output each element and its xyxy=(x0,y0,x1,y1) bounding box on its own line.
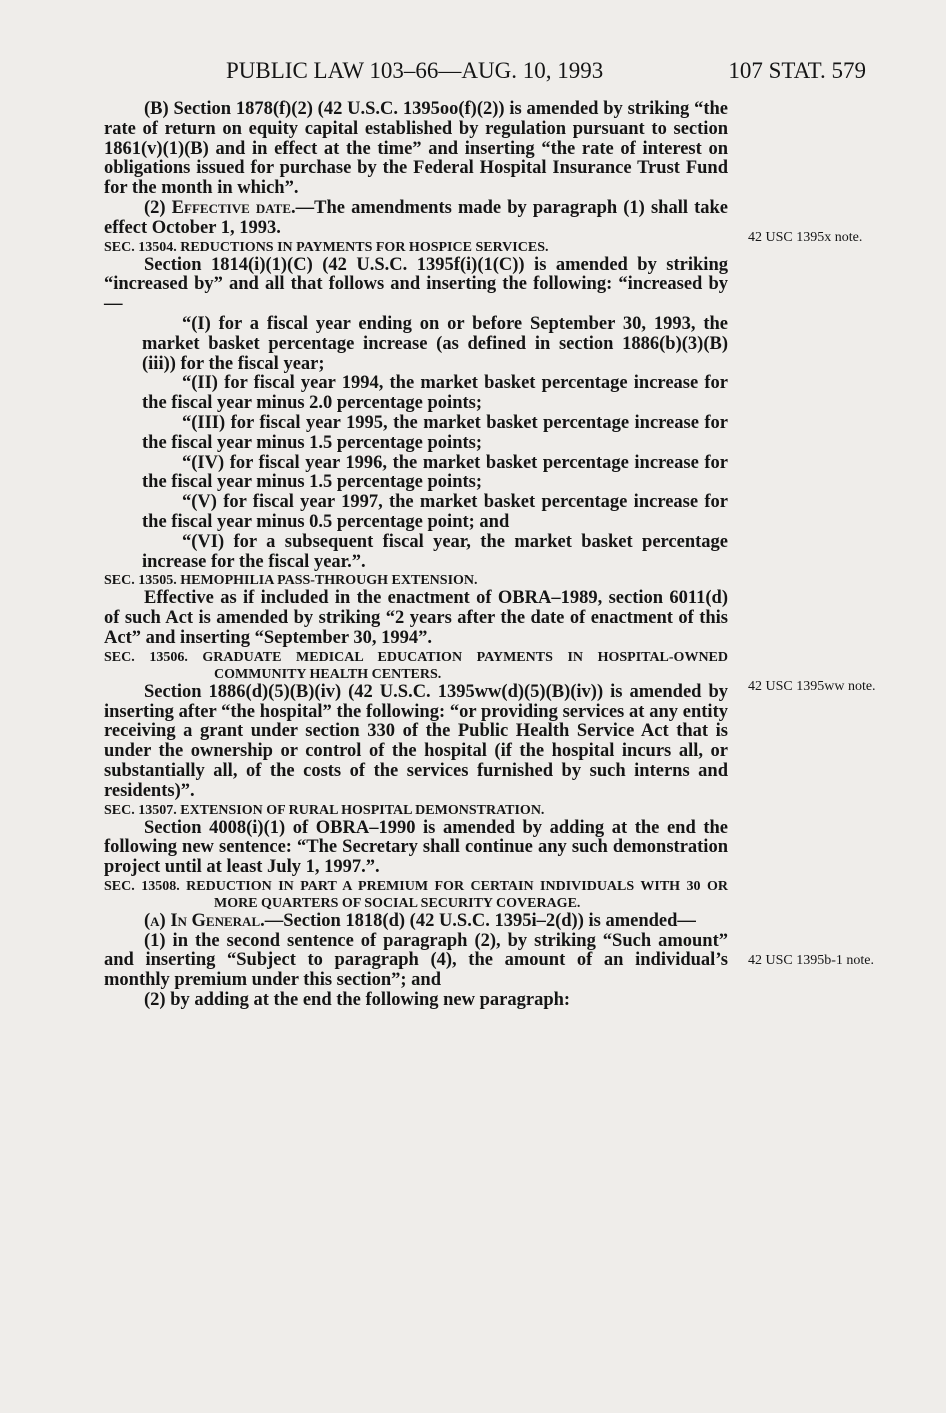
section-13507-text: Section 4008(i)(1) of OBRA–1990 is amended by adding at the end the following new sentence: “The Secretary shall continue any such demonstration project until at least July 1, 1997.”. xyxy=(104,817,728,878)
section-13504-item: “(III) for fiscal year 1995, the market basket percentage increase for the fiscal year minus 1.5 percentage points; xyxy=(142,412,728,453)
statute-page-number: 107 STAT. 579 xyxy=(728,58,866,83)
margin-note: 42 USC 1395ww note. xyxy=(748,679,876,694)
section-13508-heading: SEC. 13508. REDUCTION IN PART A PREMIUM FOR CERTAIN INDIVIDUALS WITH 30 OR MORE QUARTERS OF SOCIAL SECURITY COVERAGE. xyxy=(104,878,728,911)
section-13507-heading: SEC. 13507. EXTENSION OF RURAL HOSPITAL DEMONSTRATION. xyxy=(104,802,545,818)
margin-note: 42 USC 1395x note. xyxy=(748,230,863,245)
section-13504-item: “(IV) for fiscal year 1996, the market basket percentage increase for the fiscal year minus 1.5 percentage points; xyxy=(142,452,728,493)
section-13508-item: (1) in the second sentence of paragraph (2), by striking “Such amount” and inserting “Subject to paragraph (4), the amount of an individual’s monthly premium under this section”; and xyxy=(104,930,728,991)
paragraph-b: (B) Section 1878(f)(2) (42 U.S.C. 1395oo(f)(2)) is amended by striking “the rate of return on equity capital established by regulation pursuant to section 1861(v)(1)(B) and in effect at the time” and inserting “the rate of interest on obligations issued for purchase by the Federal Hospital Insurance Trust Fund for the month in which”. xyxy=(104,99,728,199)
effective-date-text: —The amendments made by paragraph (1) shall take effect October 1, 1993. xyxy=(104,197,728,238)
section-13504-item: “(V) for fiscal year 1997, the market basket percentage increase for the fiscal year minus 0.5 percentage point; and xyxy=(142,492,728,532)
section-13508-item: (2) by adding at the end the following new paragraph: xyxy=(144,990,571,1011)
section-13508-subsection-a xyxy=(104,912,728,932)
section-13505-heading: SEC. 13505. HEMOPHILIA PASS-THROUGH EXTENSION. xyxy=(104,573,478,589)
paragraph-effective-date xyxy=(104,199,728,239)
page-header xyxy=(226,58,866,88)
section-13504-item: “(VI) for a subsequent fiscal year, the market basket percentage increase for the fiscal year.”. xyxy=(142,531,728,572)
section-13504-item: “(II) for fiscal year 1994, the market basket percentage increase for the fiscal year minus 2.0 percentage points; xyxy=(142,373,728,414)
section-13505-text: Effective as if included in the enactment of OBRA–1989, section 6011(d) of such Act is amended by striking “2 years after the date of enactment of this Act” and inserting “September 30, 1994”. xyxy=(104,588,728,648)
subsection-a-text: —Section 1818(d) (42 U.S.C. 1395i–2(d)) is amended— xyxy=(264,910,696,931)
section-13506-text: Section 1886(d)(5)(B)(iv) (42 U.S.C. 1395ww(d)(5)(B)(iv)) is amended by inserting after “the hospital” the following: “or providing services at any entity receiving a grant under section 330 of the Public Health Service Act that is under the ownership or control of the hospital (if the hospital incurs all, or substantially all, of the costs of the services furnished by such interns and residents)”. xyxy=(104,681,728,801)
document-body xyxy=(104,100,728,1011)
margin-note: 42 USC 1395b-1 note. xyxy=(748,953,874,968)
subsection-a-label: (a) In General. xyxy=(144,910,265,931)
section-13504-intro: Section 1814(i)(1)(C) (42 U.S.C. 1395f(i)(1(C)) is amended by striking “increased by” and all that follows and inserting the following: “increased by— xyxy=(104,254,728,315)
effective-date-label: (2) Effective date. xyxy=(144,197,296,218)
section-13504-heading: SEC. 13504. REDUCTIONS IN PAYMENTS FOR HOSPICE SERVICES. xyxy=(104,239,549,255)
law-citation: PUBLIC LAW 103–66—AUG. 10, 1993 xyxy=(226,58,604,83)
section-13504-item: “(I) for a fiscal year ending on or before September 30, 1993, the market basket percentage increase (as defined in section 1886(b)(3)(B)(iii)) for the fiscal year; xyxy=(142,313,728,374)
section-13506-heading: SEC. 13506. GRADUATE MEDICAL EDUCATION PAYMENTS IN HOSPITAL-OWNED COMMUNITY HEALTH CENTERS. xyxy=(104,649,728,682)
